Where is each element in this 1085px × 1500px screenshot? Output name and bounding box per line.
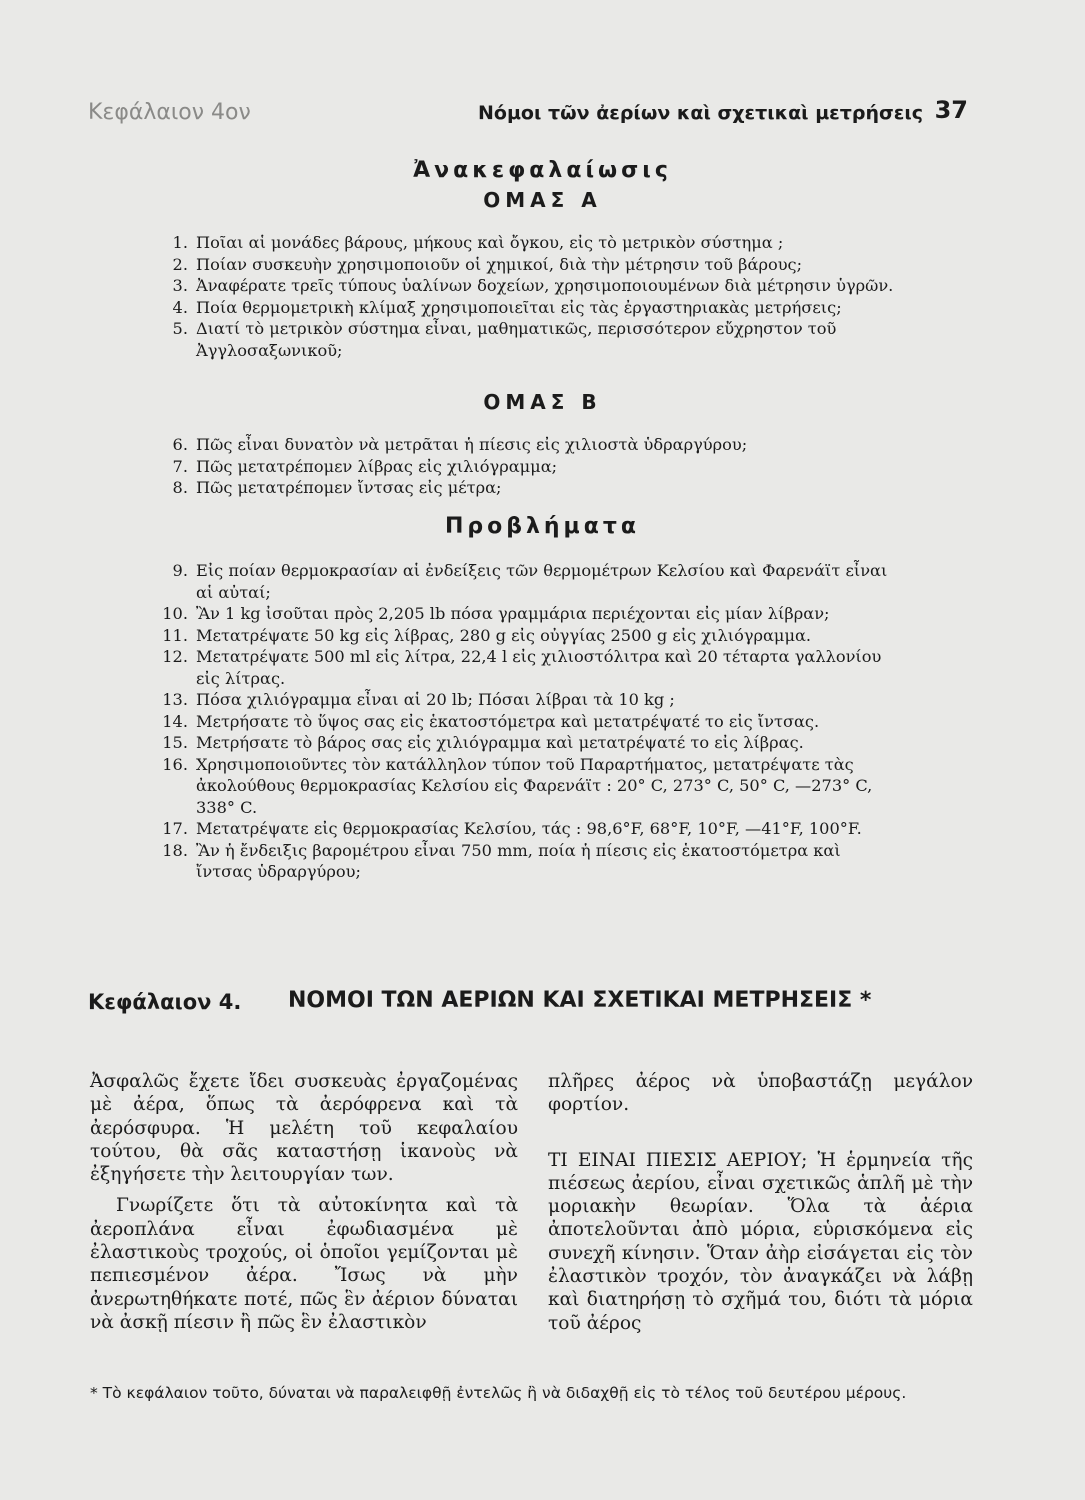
chapter-title: ΝΟΜΟΙ ΤΩΝ ΑΕΡΙΩΝ ΚΑΙ ΣΧΕΤΙΚΑΙ ΜΕΤΡΗΣΕΙΣ * — [288, 988, 872, 1013]
running-head-title: Νόμοι τῶν ἀερίων καὶ σχετικαὶ μετρήσεις — [478, 102, 924, 124]
problem-item — [160, 625, 900, 647]
problem-number: 13. — [162, 690, 188, 709]
question-text: Ποῖαι αἱ μονάδες βάρους, μήκους καὶ ὄγκου, εἰς τὸ μετρικὸν σύστημα ; — [196, 233, 784, 252]
problem-item — [160, 840, 900, 883]
problem-item — [160, 560, 900, 603]
problem-item — [160, 711, 900, 733]
question-item — [160, 275, 900, 297]
problem-text: Ἂν ἡ ἔνδειξις βαρομέτρου εἶναι 750 mm, ποία ἡ πίεσις εἰς ἑκατοστόμετρα καὶ ἴντσας ὑδραργύρου; — [196, 840, 841, 881]
chapter-label: Κεφάλαιον 4. — [88, 990, 242, 1014]
problem-number: 18. — [162, 840, 188, 860]
question-item — [160, 232, 900, 254]
body-paragraph: ΤΙ ΕΙΝΑΙ ΠΙΕΣΙΣ ΑΕΡΙΟΥ; Ἡ ἑρμηνεία τῆς πιέσεως ἀερίου, εἶναι σχετικῶς ἁπλῆ μὲ τὴν μοριακὴν θεωρίαν. Ὅλα τὰ ἀέρια ἀποτελοῦνται ἀπὸ μόρια, εὑρισκόμενα εἰς συνεχῆ κίνησιν. Ὅταν ἀὴρ εἰσάγεται εἰς τὸν ἐλαστικὸν τροχόν, τὸν ἀναγκάζει νὰ λάβῃ καὶ διατηρήσῃ τὸ σχῆμά του, διότι τὰ μόρια τοῦ ἀέρος — [548, 1149, 973, 1334]
problem-text: Πόσα χιλιόγραμμα εἶναι αἱ 20 lb; Πόσαι λίβραι τὰ 10 kg ; — [196, 690, 675, 709]
question-number: 4. — [172, 297, 188, 317]
group-a-title: ΟΜΑΣ Α — [483, 188, 602, 212]
problem-text: Εἰς ποίαν θερμοκρασίαν αἱ ἐνδείξεις τῶν θερμομέτρων Κελσίου καὶ Φαρενάϊτ εἶναι αἱ αὐταί; — [196, 561, 888, 602]
problem-item — [160, 689, 900, 711]
body-paragraph: πλῆρες ἀέρος νὰ ὑποβαστάζῃ μεγάλον φορτίον. — [548, 1071, 973, 1116]
question-text: Ποία θερμομετρικὴ κλίμαξ χρησιμοποιεῖται εἰς τὰς ἐργαστηριακὰς μετρήσεις; — [196, 297, 842, 317]
question-number: 1. — [172, 233, 188, 252]
problem-number: 14. — [162, 711, 188, 731]
group-b-questions — [160, 434, 900, 499]
chapter-heading — [88, 988, 988, 1020]
problem-item — [160, 646, 900, 689]
problem-text: Μετατρέψατε εἰς θερμοκρασίας Κελσίου, τάς : 98,6°F, 68°F, 10°F, —41°F, 100°F. — [196, 819, 862, 838]
group-a-questions — [160, 232, 900, 361]
question-item — [160, 477, 900, 499]
footnote: * Τὸ κεφάλαιον τοῦτο, δύναται νὰ παραλειφθῇ ἐντελῶς ἢ νὰ διδαχθῇ εἰς τὸ τέλος τοῦ δευτέρου μέρους. — [90, 1384, 907, 1402]
problem-text: Χρησιμοποιοῦντες τὸν κατάλληλον τύπον τοῦ Παραρτήματος, μετατρέψατε τὰς ἀκολούθους θερμοκρασίας Κελσίου εἰς Φαρενάϊτ : 20° C, 273° C, 50° C, —273° C, 338° C. — [196, 754, 873, 817]
problem-number: 9. — [172, 561, 188, 580]
question-text: Ποίαν συσκευὴν χρησιμοποιοῦν οἱ χημικοί, διὰ τὴν μέτρησιν τοῦ βάρους; — [196, 254, 803, 274]
question-item — [160, 456, 900, 478]
question-item — [160, 297, 900, 319]
problem-number: 12. — [162, 647, 188, 666]
body-paragraph: Γνωρίζετε ὅτι τὰ αὐτοκίνητα καὶ τὰ ἀεροπλάνα εἶναι ἐφωδιασμένα μὲ ἐλαστικοὺς τροχούς, οἱ ὁποῖοι γεμίζονται μὲ πεπιεσμένον ἀέρα. Ἴσως νὰ μὴν ἀνερωτηθήκατε ποτέ, πῶς ἓν ἀέριον δύναται νὰ ἀσκῇ πίεσιν ἢ πῶς ἓν ἐλαστικὸν — [90, 1195, 518, 1333]
question-number: 5. — [172, 319, 188, 338]
question-number: 6. — [172, 435, 188, 454]
summary-title: Ἀνακεφαλαίωσις — [413, 158, 672, 183]
problem-text: Μετρήσατε τὸ ὕψος σας εἰς ἑκατοστόμετρα καὶ μετατρέψατέ το εἰς ἴντσας. — [196, 711, 820, 731]
problem-number: 15. — [162, 733, 188, 752]
question-item — [160, 254, 900, 276]
question-text: Πῶς μετατρέπομεν λίβρας εἰς χιλιόγραμμα; — [196, 456, 558, 476]
question-text: Ἀναφέρατε τρεῖς τύπους ὑαλίνων δοχείων, χρησιμοποιουμένων διὰ μέτρησιν ὑγρῶν. — [196, 276, 894, 295]
problem-item — [160, 732, 900, 754]
problem-text: Μετατρέψατε 500 ml εἰς λίτρα, 22,4 l εἰς χιλιοστόλιτρα καὶ 20 τέταρτα γαλλονίου εἰς λίτρας. — [196, 647, 882, 688]
problem-number: 16. — [162, 754, 188, 774]
problem-number: 17. — [162, 819, 188, 838]
problems-title: Προβλήματα — [444, 514, 641, 539]
running-head-chapter: Κεφάλαιον 4ον — [88, 100, 251, 125]
problem-item — [160, 818, 900, 840]
question-number: 8. — [172, 478, 188, 497]
page-number: 37 — [934, 96, 968, 124]
question-item — [160, 318, 900, 361]
problem-item — [160, 603, 900, 625]
question-number: 2. — [172, 254, 188, 274]
problem-number: 10. — [162, 604, 188, 623]
body-paragraph: Ἀσφαλῶς ἔχετε ἴδει συσκευὰς ἐργαζομένας μὲ ἀέρα, ὅπως τὰ ἀερόφρενα καὶ τὰ ἀερόσφυρα. Ἡ μελέτη τοῦ κεφαλαίου τούτου, θὰ σᾶς καταστήσῃ ἱκανοὺς νὰ ἐξηγήσετε τὴν λειτουργίαν των. — [90, 1071, 518, 1186]
body-column-left — [90, 1070, 518, 1334]
problem-text: Ἂν 1 kg ἰσοῦται πρὸς 2,205 lb πόσα γραμμάρια περιέχονται εἰς μίαν λίβραν; — [196, 604, 830, 623]
question-text: Πῶς εἶναι δυνατὸν νὰ μετρᾶται ἡ πίεσις εἰς χιλιοστὰ ὑδραργύρου; — [196, 435, 748, 454]
group-b-title: ΟΜΑΣ Β — [483, 390, 602, 414]
question-text: Πῶς μετατρέπομεν ἴντσας εἰς μέτρα; — [196, 478, 502, 497]
problem-text: Μετατρέψατε 50 kg εἰς λίβρας, 280 g εἰς οὐγγίας 2500 g εἰς χιλιόγραμμα. — [196, 625, 812, 645]
problem-number: 11. — [162, 625, 188, 645]
question-number: 7. — [172, 456, 188, 476]
question-text: Διατί τὸ μετρικὸν σύστημα εἶναι, μαθηματικῶς, περισσότερον εὔχρηστον τοῦ Ἀγγλοσαξωνικοῦ; — [196, 319, 837, 360]
question-number: 3. — [172, 276, 188, 295]
problems-list — [160, 560, 900, 883]
problem-text: Μετρήσατε τὸ βάρος σας εἰς χιλιόγραμμα καὶ μετατρέψατέ το εἰς λίβρας. — [196, 733, 804, 752]
running-head — [88, 96, 968, 130]
question-item — [160, 434, 900, 456]
problem-item — [160, 754, 900, 819]
body-column-right — [548, 1070, 973, 1335]
